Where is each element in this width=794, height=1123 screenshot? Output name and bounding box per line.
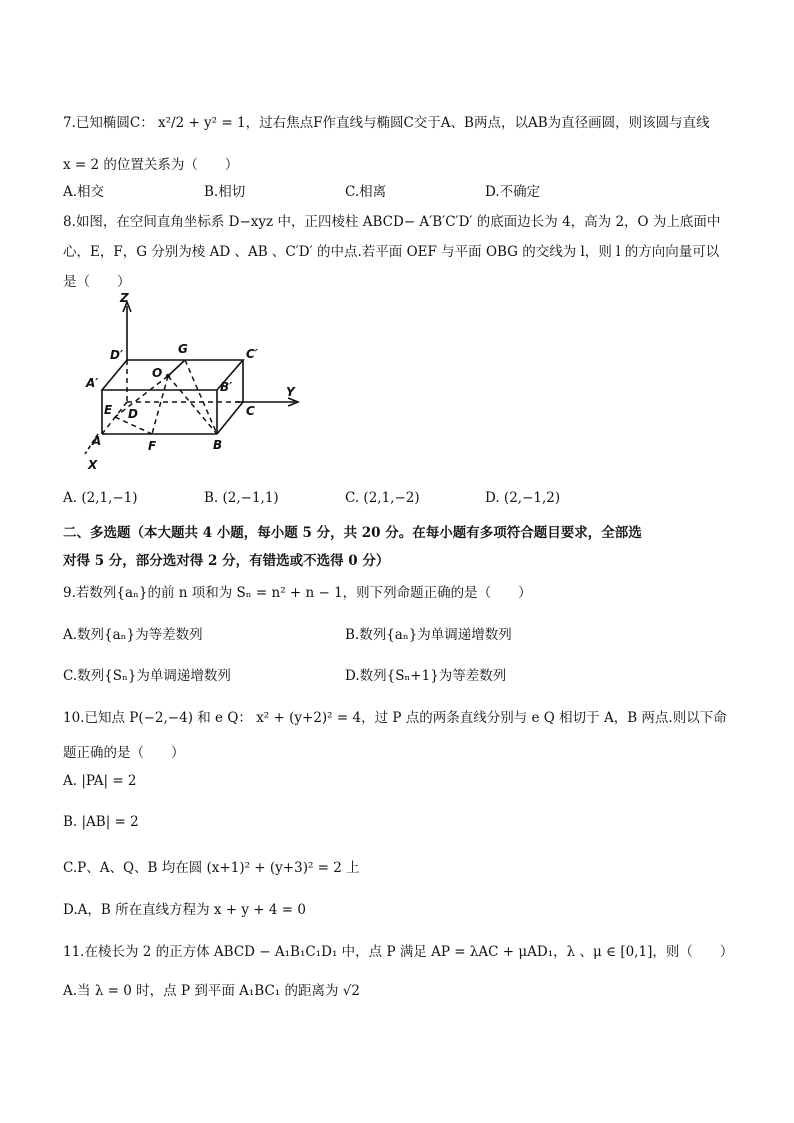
label-d: D	[128, 407, 138, 421]
label-c: C	[246, 404, 255, 418]
q8-option-b: B. (2,−1,1)	[204, 490, 279, 506]
label-x: X	[88, 458, 98, 472]
q8-line2: 心，E，F，G 分别为棱 AD 、AB 、C′D′ 的中点.若平面 OEF 与平面 OBG 的交线为 l，则 l 的方向向量可以	[63, 244, 720, 260]
q10-option-c: C.P、A、Q、B 均在圆 (x+1)² + (y+3)² = 2 上	[63, 860, 360, 876]
q10-line1: 10.已知点 P(−2,−4) 和 e Q： x² + (y+2)² = 4，过 P 点的两条直线分别与 e Q 相切于 A，B 两点.则以下命	[63, 710, 727, 726]
q8-line3: 是（ ）	[63, 274, 131, 290]
q7-option-a: A.相交	[63, 184, 105, 200]
label-b-prime: B′	[220, 380, 233, 394]
q7-option-d: D.不确定	[485, 184, 541, 200]
q7-option-b: B.相切	[204, 184, 246, 200]
q8-figure	[80, 292, 330, 472]
q7-line2: x = 2 的位置关系为（ ）	[63, 157, 239, 173]
label-b: B	[213, 438, 223, 452]
q8-line1: 8.如图，在空间直角坐标系 D−xyz 中，正四棱柱 ABCD− A′B′C′D′ 的底面边长为 4，高为 2，O 为上底面中	[63, 214, 721, 230]
q10-line2: 题正确的是（ ）	[63, 745, 185, 761]
label-z: Z	[120, 292, 129, 305]
q7-option-c: C.相离	[345, 184, 387, 200]
label-f: F	[148, 439, 157, 453]
label-c-prime: C′	[246, 347, 258, 361]
q8-option-c: C. (2,1,−2)	[345, 490, 420, 506]
q9-option-c: C.数列{Sₙ}为单调递增数列	[63, 668, 231, 684]
q9-line1: 9.若数列{aₙ}的前 n 项和为 Sₙ = n² + n − 1，则下列命题正确的是（ ）	[63, 585, 532, 601]
q7-line1: 7.已知椭圆C： x²/2 + y² = 1，过右焦点F作直线与椭圆C交于A、B两点，以AB为直径画圆，则该圆与直线	[63, 115, 710, 131]
q10-option-b: B. |AB| = 2	[63, 814, 139, 830]
label-d-prime: D′	[110, 348, 124, 362]
label-e: E	[104, 403, 113, 417]
point-o	[166, 374, 170, 378]
label-o: O	[152, 366, 163, 380]
section2-line2: 对得 5 分，部分选对得 2 分，有错选或不选得 0 分）	[63, 553, 390, 569]
q8-option-a: A. (2,1,−1)	[63, 490, 138, 506]
q10-option-a: A. |PA| = 2	[63, 773, 137, 789]
label-g: G	[178, 342, 188, 356]
q11-option-a: A.当 λ = 0 时，点 P 到平面 A₁BC₁ 的距离为 √2	[63, 983, 360, 999]
label-a-prime: A′	[86, 376, 99, 390]
q9-option-a: A.数列{aₙ}为等差数列	[63, 627, 203, 643]
q10-option-d: D.A，B 所在直线方程为 x + y + 4 = 0	[63, 902, 306, 918]
label-a: A	[92, 434, 102, 448]
label-y: Y	[286, 385, 295, 399]
q9-option-b: B.数列{aₙ}为单调递增数列	[345, 627, 512, 643]
section2-line1: 二、多选题（本大题共 4 小题，每小题 5 分，共 20 分。在每小题有多项符合题目要求，全部选	[63, 525, 642, 541]
q9-option-d: D.数列{Sₙ+1}为等差数列	[345, 668, 507, 684]
q11-line1: 11.在棱长为 2 的正方体 ABCD − A₁B₁C₁D₁ 中，点 P 满足 AP = λAC + μAD₁，λ 、μ ∈ [0,1]，则（ ）	[63, 944, 734, 960]
q8-option-d: D. (2,−1,2)	[485, 490, 561, 506]
